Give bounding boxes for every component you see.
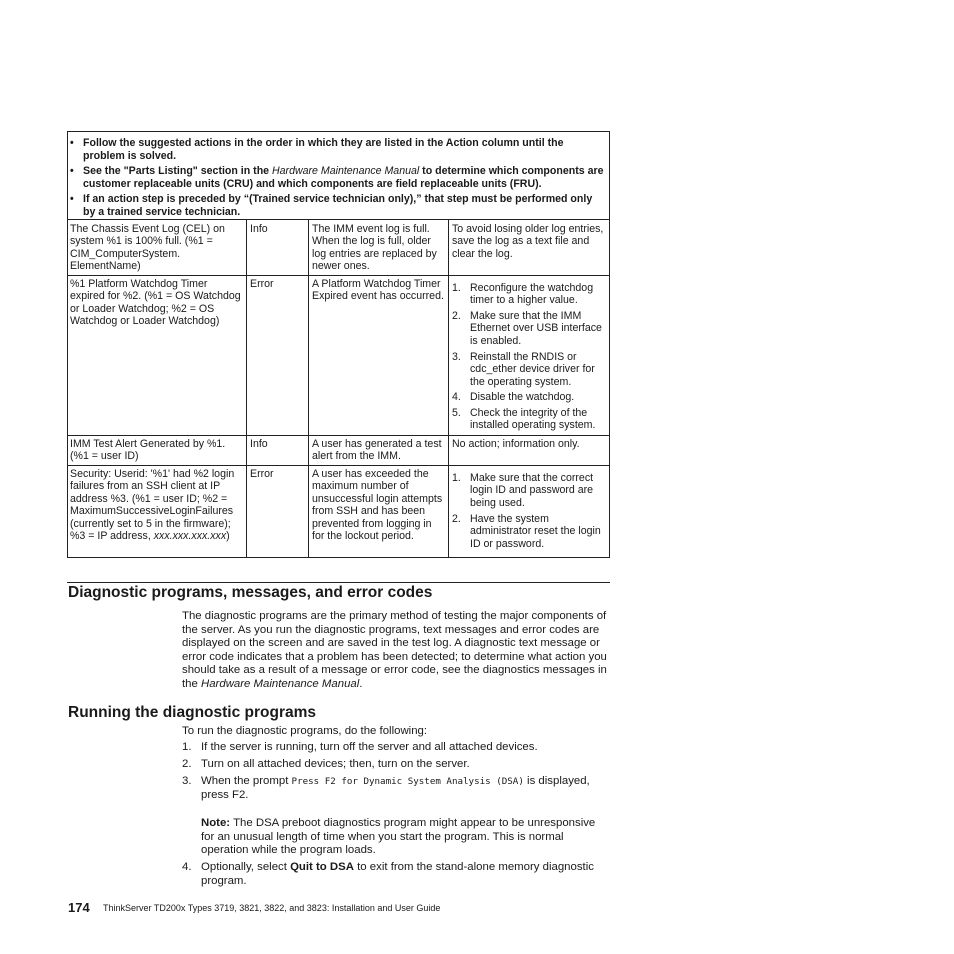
section-divider xyxy=(67,582,610,583)
row-divider xyxy=(68,465,609,466)
row-divider xyxy=(68,219,609,220)
table-note: • If an action step is preceded by “(Trained service technician only),” that step must be performed only by a trained service technician. xyxy=(70,193,593,219)
action-step: 5. Check the integrity of the installed operating system. xyxy=(452,407,596,432)
section-heading: Running the diagnostic programs xyxy=(68,704,317,721)
error-message-table xyxy=(67,131,610,558)
action-step: 3. Reinstall the RNDIS or cdc_ether device driver for the operating system. xyxy=(452,351,595,388)
table-cell-description: A user has exceeded the maximum number of unsuccessful login attempts from SSH and has been prevented from logging in for the lockout period. xyxy=(312,468,443,543)
list-item: 2. Turn on all attached devices; then, turn on the server. xyxy=(182,758,470,770)
table-cell-message: Security: Userid: '%1' had %2 login failures from an SSH client at IP address %3. (%1 = user ID; %2 = MaximumSuccessiveLoginFailures (currently set to 5 in the firmware); %3 = IP address, xxx.xxx.xxx.xxx) xyxy=(70,468,235,543)
guide-title: ThinkServer TD200x Types 3719, 3821, 3822, and 3823: Installation and User Guide xyxy=(103,903,441,913)
table-cell-description: A user has generated a test alert from the IMM. xyxy=(312,438,442,463)
action-step: 4. Disable the watchdog. xyxy=(452,391,575,403)
table-cell-severity: Error xyxy=(250,468,274,480)
table-cell-action: To avoid losing older log entries, save the log as a text file and clear the log. xyxy=(452,223,604,260)
table-cell-message: The Chassis Event Log (CEL) on system %1 is 100% full. (%1 = CIM_ComputerSystem. ElementName) xyxy=(70,223,225,273)
section-paragraph: The diagnostic programs are the primary method of testing the major components of the server. As you run the diagnostic programs, text messages and error codes are displayed on the screen and are saved in the test log. A diagnostic text message or error code indicates that a problem has been detected; to determine what action you should take as a result of a message or error code, see the diagnostics messages in the Hardware Maintenance Manual. xyxy=(182,610,607,690)
table-cell-message: %1 Platform Watchdog Timer expired for %2. (%1 = OS Watchdog or Loader Watchdog; %2 = OS Watchdog or Loader Watchdog) xyxy=(70,278,241,328)
table-cell-severity: Info xyxy=(250,438,268,450)
table-note: • See the "Parts Listing" section in the Hardware Maintenance Manual to determine which components are customer replaceable units (CRU) and which components are field replaceable units (FRU). xyxy=(70,165,604,191)
table-note: • Follow the suggested actions in the order in which they are listed in the Action column until the problem is solved. xyxy=(70,137,564,163)
page-footer xyxy=(68,900,441,915)
list-item: 4. Optionally, select Quit to DSA to exit from the stand-alone memory diagnostic program. xyxy=(182,861,594,887)
column-divider xyxy=(246,219,247,557)
section-heading: Diagnostic programs, messages, and error codes xyxy=(68,584,433,601)
table-cell-description: A Platform Watchdog Timer Expired event has occurred. xyxy=(312,278,444,303)
table-cell-action: No action; information only. xyxy=(452,438,580,450)
row-divider xyxy=(68,275,609,276)
table-cell-severity: Error xyxy=(250,278,274,290)
column-divider xyxy=(308,219,309,557)
action-step: 1. Reconfigure the watchdog timer to a higher value. xyxy=(452,282,594,307)
table-cell-severity: Info xyxy=(250,223,268,235)
row-divider xyxy=(68,435,609,436)
list-item: 3. When the prompt Press F2 for Dynamic System Analysis (DSA) is displayed, press F2. xyxy=(182,775,590,801)
list-item: 1. If the server is running, turn off the server and all attached devices. xyxy=(182,741,538,753)
column-divider xyxy=(448,219,449,557)
note-text: Note: The DSA preboot diagnostics program might appear to be unresponsive for an unusual length of time when you start the program. This is normal operation while the program loads. xyxy=(201,817,596,857)
intro-text: To run the diagnostic programs, do the following: xyxy=(182,725,428,737)
table-cell-description: The IMM event log is full. When the log is full, older log entries are replaced by newer ones. xyxy=(312,223,437,273)
action-step: 2. Have the system administrator reset the login ID or password. xyxy=(452,513,601,550)
page-number: 174 xyxy=(68,900,90,915)
action-step: 2. Make sure that the IMM Ethernet over USB interface is enabled. xyxy=(452,310,602,347)
table-cell-message: IMM Test Alert Generated by %1. (%1 = user ID) xyxy=(70,438,226,463)
action-step: 1. Make sure that the correct login ID and password are being used. xyxy=(452,472,594,509)
